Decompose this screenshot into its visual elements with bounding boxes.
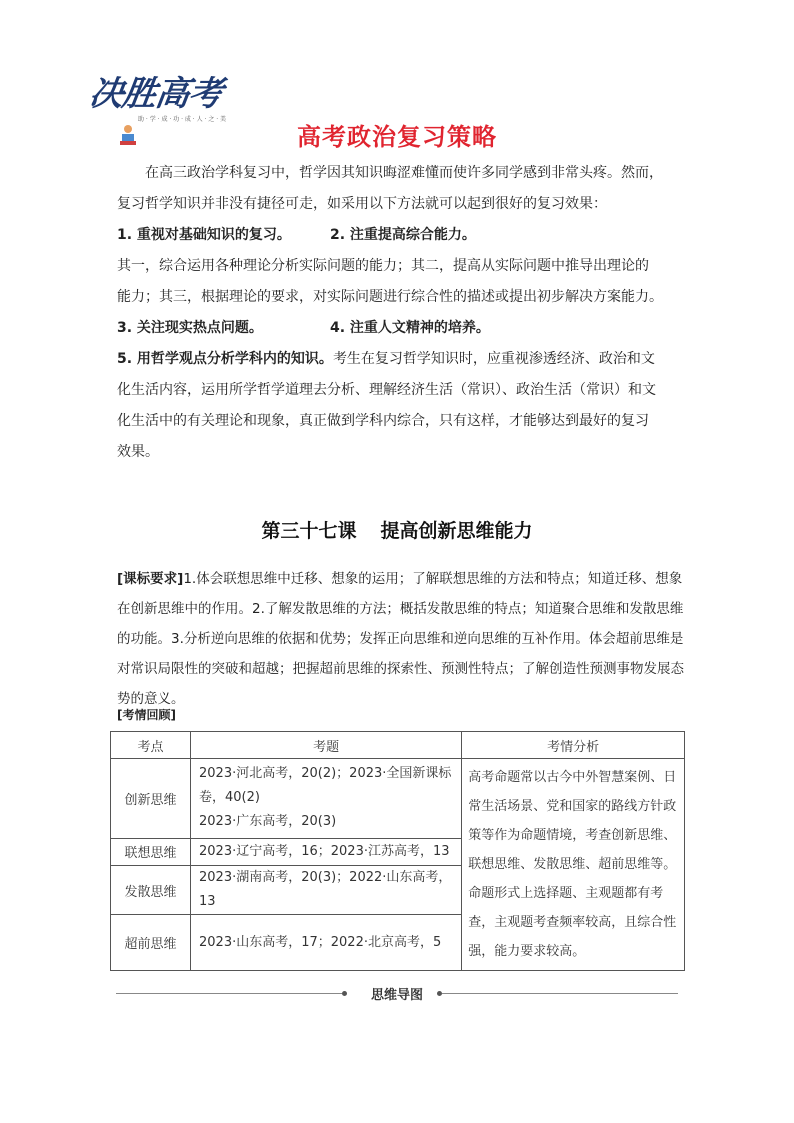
intro-line-2: 复习哲学知识并非没有捷径可走，如采用以下方法就可以起到很好的复习效果： (117, 196, 607, 212)
lesson-name: 提高创新思维能力 (380, 520, 533, 542)
lesson-title (0, 516, 794, 543)
method-5-head: 5. 用哲学观点分析学科内的知识。 (117, 351, 333, 367)
intro-paragraph (117, 158, 685, 220)
row-questions (191, 759, 462, 839)
analysis-cell: 高考命题常以古今中外智慧案例、日常生活场景、党和国家的路线方针政策等作为命题情境，考查创新思维、联想思维、发散思维、超前思维等。命题形式上选择题、主观题都有考查，主观题考查频率较高，且综合性强，能力要求较高。 (462, 759, 685, 971)
review-label: [考情回顾] (117, 708, 176, 722)
method-2-detail-line-1: 其一，综合运用各种理论分析实际问题的能力；其二，提高从实际问题中推导出理论的 (117, 258, 649, 274)
table-header-row (111, 732, 685, 759)
row-question-1: 2023·湖南高考，20(3)；2022·山东高考，13 (191, 866, 462, 915)
page-title: 高考政治复习策略 (297, 123, 497, 151)
row-point: 联想思维 (111, 838, 191, 865)
method-5 (117, 344, 685, 468)
divider-right (442, 993, 678, 994)
method-4: 4. 注重人文精神的培养。 (330, 320, 490, 336)
row-question-1: 2023·辽宁高考，16；2023·江苏高考，13 (191, 838, 462, 865)
curriculum-standards (117, 564, 687, 714)
header-point: 考点 (111, 732, 191, 759)
row-point: 创新思维 (111, 759, 191, 839)
mind-map-title: 思维导图 (370, 988, 423, 1003)
method-2-detail-line-2: 能力；其三，根据理论的要求，对实际问题进行综合性的描述或提出初步解决方案能力。 (117, 289, 663, 305)
method-5-line-2: 化生活内容，运用所学哲学道理去分析、理解经济生活（常识）、政治生活（常识）和文 (117, 382, 656, 398)
method-1: 1. 重视对基础知识的复习。 (117, 227, 291, 243)
row-question-1: 2023·山东高考，17；2022·北京高考，5 (191, 915, 462, 971)
methods-row-2 (117, 313, 685, 344)
standards-label: [课标要求] (117, 571, 184, 587)
standards-text: 1.体会联想思维中迁移、想象的运用；了解联想思维的方法和特点；知道迁移、想象在创新思维中的作用。2.了解发散思维的方法；概括发散思维的特点；知道聚合思维和发散思维的功能。3.分析逆向思维的依据和优势；发挥正向思维和逆向思维的互补作用。体会超前思维是对常识局限性的突破和超越；把握超前思维的探索性、预测性特点；了解创造性预测事物发展态势的意义。 (117, 571, 684, 707)
logo-text: 决胜高考 (86, 74, 225, 114)
lesson-number: 第三十七课 (261, 520, 357, 542)
row-question-2: 2023·广东高考，20(3) (199, 814, 337, 830)
header-question: 考题 (191, 732, 462, 759)
method-5-line-3: 化生活中的有关理论和现象，真正做到学科内综合，只有这样，才能够达到最好的复习 (117, 413, 649, 429)
method-2-detail (117, 251, 685, 313)
methods-row-1 (117, 220, 685, 251)
method-5-line-1: 考生在复习哲学知识时，应重视渗透经济、政治和文 (332, 351, 655, 367)
method-3: 3. 关注现实热点问题。 (117, 320, 263, 336)
exam-review-table (110, 731, 685, 971)
intro-line-1: 在高三政治学科复习中，哲学因其知识晦涩难懂而使许多同学感到非常头疼。然而， (145, 165, 663, 181)
method-2: 2. 注重提高综合能力。 (330, 227, 476, 243)
row-point: 发散思维 (111, 866, 191, 915)
row-point: 超前思维 (111, 915, 191, 971)
method-5-line-4: 效果。 (117, 444, 159, 460)
header-analysis: 考情分析 (462, 732, 685, 759)
logo-slogan: 助 · 学 · 成 · 功 · 成 · 人 · 之 · 美 (138, 116, 227, 123)
table-row (111, 759, 685, 839)
row-question-1: 2023·河北高考，20(2)；2023·全国新课标卷，40(2) (199, 766, 452, 806)
